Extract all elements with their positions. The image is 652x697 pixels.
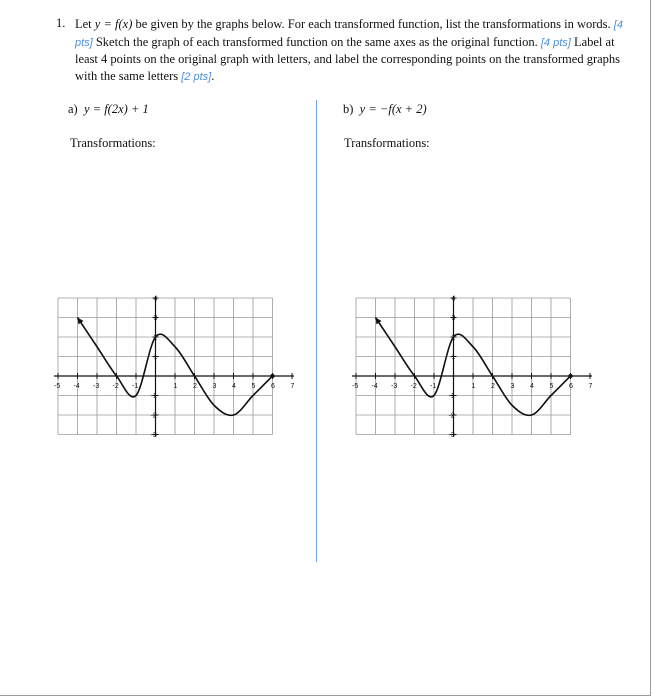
question-text — [75, 16, 623, 85]
sentence-2: Sketch the graph of each transformed function on the same axes as the original function. — [92, 34, 541, 49]
x-tick-label: -5 — [54, 383, 61, 390]
y-tick-label: -1 — [448, 393, 455, 400]
intro-rest: be given by the graphs below. For each transformed function, list the transformations in words. — [132, 17, 614, 31]
sentence-end: . — [211, 68, 215, 83]
x-tick-label: 1 — [471, 383, 476, 390]
x-tick-label: 6 — [271, 383, 275, 390]
x-tick-label: -4 — [371, 383, 378, 390]
y-tick-label: -2 — [150, 412, 157, 420]
x-tick-label: -3 — [93, 383, 100, 390]
x-tick-label: 1 — [173, 383, 178, 390]
y-tick-label: -1 — [150, 393, 157, 400]
x-tick-label: -4 — [73, 383, 80, 390]
column-divider — [316, 100, 317, 562]
sentence-3: Label at least 4 points on the original graph with letters, and label the corresponding points on the transformed graphs with the same letters — [75, 34, 621, 83]
x-tick-label: 7 — [290, 383, 295, 390]
points-1: [4 pts] — [75, 19, 623, 49]
x-tick-label: -3 — [391, 383, 398, 390]
y-tick-label: 1 — [451, 354, 456, 361]
points-3: [2 pts] — [181, 70, 212, 83]
y-tick-label: 2 — [451, 334, 456, 342]
x-tick-label: 2 — [491, 383, 495, 390]
y-tick-label: -3 — [448, 432, 455, 439]
x-tick-label: 2 — [193, 383, 197, 390]
part-a-transformations-label: Transformations: — [70, 136, 156, 150]
x-tick-label: 5 — [549, 383, 554, 390]
x-tick-label: -5 — [352, 383, 359, 390]
x-tick-label: 4 — [530, 383, 534, 390]
x-tick-label: -1 — [132, 383, 139, 390]
y-tick-label: 2 — [153, 334, 158, 342]
x-tick-label: 3 — [510, 383, 515, 390]
y-tick-label: 1 — [153, 354, 158, 361]
part-a-label: a) — [68, 102, 78, 116]
x-tick-label: -2 — [112, 383, 119, 390]
question-number: 1. — [56, 16, 66, 30]
y-tick-label: 4 — [153, 295, 158, 303]
part-a-equation: y = f(2x) + 1 — [83, 102, 149, 116]
x-tick-label: 4 — [232, 383, 236, 390]
y-tick-label: -2 — [448, 412, 455, 420]
curve-endpoint — [568, 374, 572, 378]
x-tick-label: 6 — [569, 383, 573, 390]
x-tick-label: -2 — [410, 383, 417, 390]
x-tick-label: 7 — [588, 383, 593, 390]
x-tick-label: 5 — [251, 383, 256, 390]
intro-math: y = f(x) — [94, 17, 133, 31]
part-b-transformations-label: Transformations: — [344, 136, 430, 150]
y-tick-label: 4 — [451, 295, 456, 303]
part-b-equation: y = −f(x + 2) — [359, 102, 427, 116]
y-tick-label: -3 — [150, 432, 157, 439]
curve-endpoint — [270, 374, 274, 378]
part-b-label: b) — [343, 102, 354, 116]
points-2: [4 pts] — [540, 36, 571, 49]
y-tick-label: 3 — [153, 315, 158, 322]
x-tick-label: -1 — [430, 383, 437, 390]
y-tick-label: 3 — [451, 315, 456, 322]
part-a-heading — [68, 102, 149, 117]
x-tick-label: 3 — [212, 383, 217, 390]
intro-prefix: Let — [75, 17, 95, 31]
part-b-heading — [343, 102, 427, 117]
graph-part-a — [50, 290, 300, 452]
graph-part-b — [348, 290, 598, 452]
